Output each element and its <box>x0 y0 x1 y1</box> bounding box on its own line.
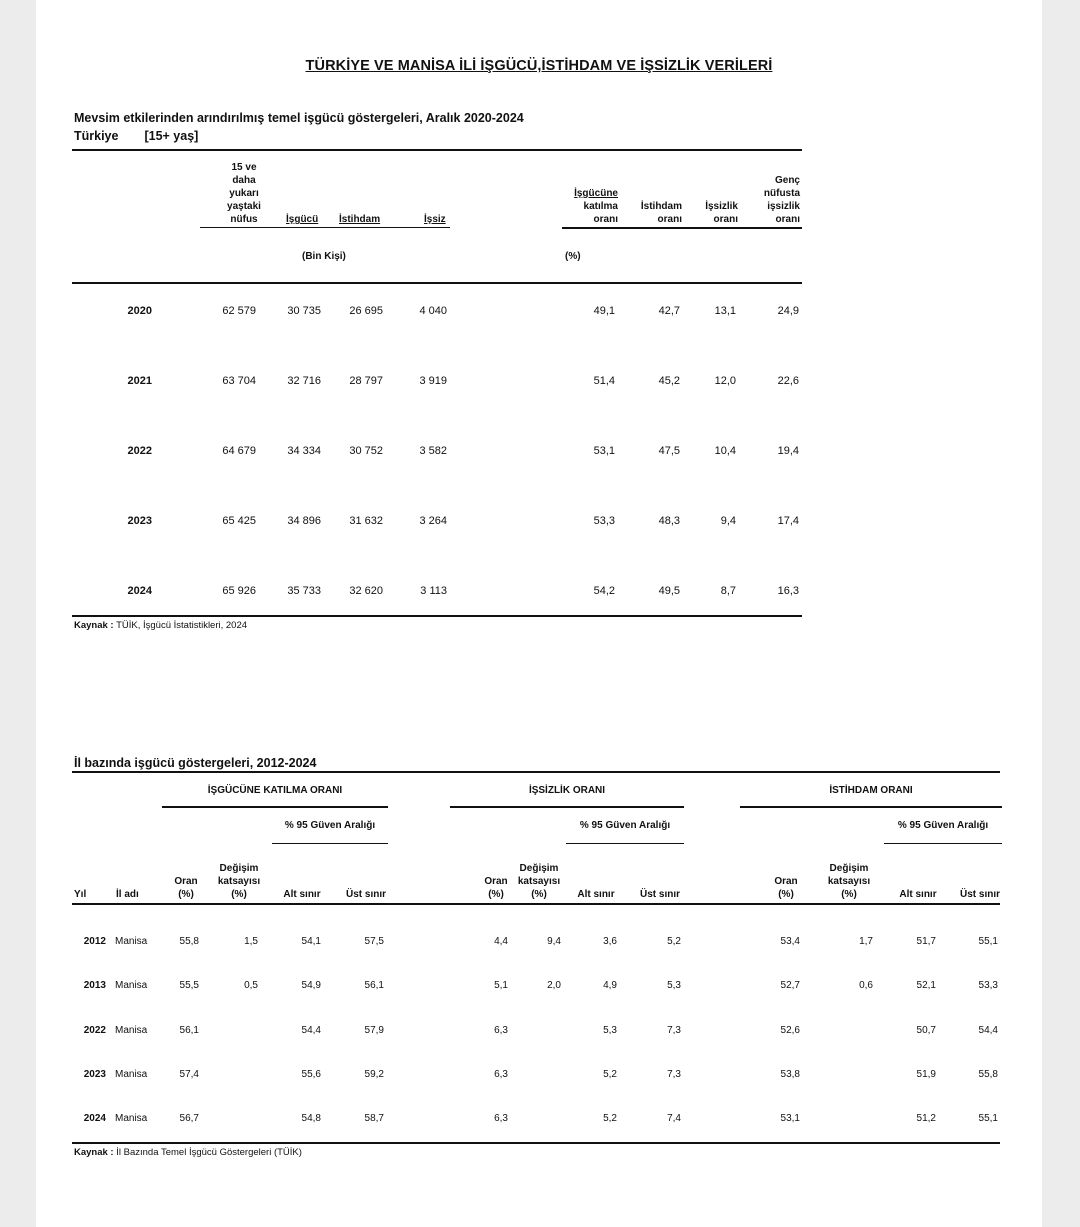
t2-header-city: İl adı <box>116 889 139 900</box>
t1-cell-labor-force: 35 733 <box>287 585 321 597</box>
table1-region: Türkiye <box>74 129 119 143</box>
t2-header-low-1: Alt sınır <box>283 889 321 900</box>
t1-header-population: 15 ve daha yukarı yaştaki nüfus <box>227 162 261 225</box>
t2-ci-label-3: % 95 Güven Aralığı <box>897 820 989 831</box>
document-page <box>36 0 1042 1227</box>
table2-top-rule <box>72 771 1000 773</box>
t2-cell-unemp-cv: 2,0 <box>547 980 561 991</box>
t2-header-low-3: Alt sınır <box>899 889 937 900</box>
t2-cell-emp-low: 51,7 <box>916 936 936 947</box>
t2-cell-city: Manisa <box>115 980 148 991</box>
t2-cell-unemp-cv: 9,4 <box>547 936 561 947</box>
t2-cell-unemp-rate: 5,1 <box>494 980 508 991</box>
t1-cell-employment-rate: 49,5 <box>658 585 680 597</box>
t1-cell-unemployed: 3 113 <box>420 585 447 597</box>
t2-ci-rule-1 <box>272 843 388 844</box>
t2-cell-unemp-low: 5,3 <box>603 1025 617 1036</box>
t1-cell-year: 2021 <box>127 375 152 387</box>
t2-ci-label-2: % 95 Güven Aralığı <box>579 820 671 831</box>
t1-cell-year: 2020 <box>127 305 152 317</box>
t2-header-year: Yıl <box>74 889 87 900</box>
table1-age: [15+ yaş] <box>144 129 199 143</box>
t1-cell-youth-unemployment-rate: 24,9 <box>777 305 799 317</box>
t2-cell-emp-rate: 52,7 <box>780 980 800 991</box>
t1-header-employment: İstihdam <box>339 214 381 225</box>
t2-header-rate-1: Oran (%) <box>174 876 198 900</box>
t1-unit-percent: (%) <box>565 251 581 262</box>
t2-cell-emp-low: 51,2 <box>916 1113 936 1124</box>
t2-cell-emp-low: 50,7 <box>916 1025 936 1036</box>
t2-cell-lfpr-low: 54,1 <box>301 936 321 947</box>
t2-cell-unemp-high: 5,3 <box>667 980 681 991</box>
t2-cell-unemp-high: 7,3 <box>667 1069 681 1080</box>
t2-group-rule-1 <box>162 806 388 808</box>
t1-cell-population: 65 425 <box>222 515 256 527</box>
t1-cell-participation-rate: 53,1 <box>593 445 615 457</box>
t2-cell-year: 2022 <box>83 1025 106 1036</box>
t2-header-cv-3: Değişim katsayısı (%) <box>827 863 871 900</box>
t1-header-unemployed: İşsiz <box>424 214 446 225</box>
t2-cell-emp-low: 52,1 <box>916 980 936 991</box>
t1-cell-population: 64 679 <box>222 445 256 457</box>
t1-cell-labor-force: 30 735 <box>287 305 321 317</box>
t2-cell-unemp-low: 4,9 <box>603 980 617 991</box>
t1-header-unemployment-rate: İşsizlik oranı <box>705 201 738 225</box>
t2-group-rule-3 <box>740 806 1002 808</box>
t2-cell-unemp-rate: 6,3 <box>494 1113 508 1124</box>
t1-cell-population: 63 704 <box>222 375 256 387</box>
t2-cell-year: 2012 <box>83 936 106 947</box>
t2-cell-emp-high: 55,1 <box>978 936 998 947</box>
t1-cell-employment-rate: 48,3 <box>658 515 680 527</box>
table2-source: Kaynak : İl Bazında Temel İşgücü Göstergeleri (TÜİK) <box>74 1147 302 1158</box>
t1-cell-labor-force: 32 716 <box>287 375 321 387</box>
t2-cell-year: 2024 <box>83 1113 106 1124</box>
t2-header-rate-2: Oran (%) <box>484 876 508 900</box>
t1-header-rule-left <box>200 227 450 228</box>
t2-cell-unemp-rate: 4,4 <box>494 936 508 947</box>
document-title: TÜRKİYE VE MANİSA İLİ İŞGÜCÜ,İSTİHDAM VE İŞSİZLİK VERİLERİ <box>305 58 773 74</box>
t1-cell-employment: 32 620 <box>349 585 383 597</box>
t1-cell-unemployment-rate: 13,1 <box>714 305 736 317</box>
t2-group-employment: İSTİHDAM ORANI <box>829 785 913 796</box>
t1-cell-participation-rate: 54,2 <box>593 585 615 597</box>
t1-cell-employment-rate: 45,2 <box>658 375 680 387</box>
t2-cell-lfpr-low: 54,4 <box>301 1025 321 1036</box>
t1-cell-unemployment-rate: 8,7 <box>720 585 736 597</box>
t1-cell-employment-rate: 47,5 <box>658 445 680 457</box>
t2-cell-lfpr-high: 57,5 <box>364 936 384 947</box>
t2-cell-emp-rate: 52,6 <box>780 1025 800 1036</box>
t1-cell-participation-rate: 53,3 <box>593 515 615 527</box>
t2-cell-lfpr-cv: 1,5 <box>244 936 258 947</box>
t2-cell-lfpr-high: 58,7 <box>364 1113 384 1124</box>
t1-cell-unemployed: 3 582 <box>419 445 447 457</box>
t2-cell-lfpr-rate: 57,4 <box>179 1069 199 1080</box>
t2-cell-emp-rate: 53,4 <box>780 936 800 947</box>
t1-cell-population: 62 579 <box>222 305 256 317</box>
t1-cell-unemployment-rate: 12,0 <box>714 375 736 387</box>
t1-cell-unemployment-rate: 10,4 <box>714 445 736 457</box>
t2-header-rate-3: Oran (%) <box>774 876 798 900</box>
t2-header-high-1: Üst sınır <box>345 889 386 900</box>
t1-cell-year: 2022 <box>127 445 152 457</box>
t1-header-participation: İşgücüne katılma oranı <box>574 188 618 225</box>
t2-cell-year: 2023 <box>83 1069 106 1080</box>
t2-cell-unemp-high: 7,3 <box>667 1025 681 1036</box>
t2-group-unemployment: İŞSİZLİK ORANI <box>528 785 606 796</box>
t2-cell-unemp-low: 5,2 <box>603 1069 617 1080</box>
t2-cell-lfpr-high: 57,9 <box>364 1025 384 1036</box>
t2-cell-emp-cv: 0,6 <box>859 980 873 991</box>
t2-cell-city: Manisa <box>115 936 148 947</box>
t2-cell-emp-high: 53,3 <box>978 980 998 991</box>
t2-header-high-2: Üst sınır <box>639 889 680 900</box>
t1-unit-thousand: (Bin Kişi) <box>302 251 346 262</box>
t2-group-rule-2 <box>450 806 684 808</box>
t2-cell-emp-high: 55,1 <box>978 1113 998 1124</box>
table1-title: Mevsim etkilerinden arındırılmış temel işgücü göstergeleri, Aralık 2020-2024 <box>74 111 524 125</box>
t1-cell-youth-unemployment-rate: 22,6 <box>777 375 799 387</box>
t1-cell-employment-rate: 42,7 <box>658 305 680 317</box>
t2-ci-label-1: % 95 Güven Aralığı <box>284 820 376 831</box>
t2-cell-lfpr-rate: 56,1 <box>179 1025 199 1036</box>
t1-cell-unemployed: 3 264 <box>419 515 447 527</box>
t2-cell-lfpr-cv: 0,5 <box>244 980 258 991</box>
t2-ci-rule-3 <box>884 843 1002 844</box>
t2-cell-lfpr-low: 54,9 <box>301 980 321 991</box>
t2-ci-rule-2 <box>566 843 684 844</box>
t2-cell-city: Manisa <box>115 1069 148 1080</box>
t2-header-high-3: Üst sınır <box>959 889 1000 900</box>
t2-header-cv-2: Değişim katsayısı (%) <box>517 863 561 900</box>
t1-cell-employment: 26 695 <box>349 305 383 317</box>
t2-cell-unemp-high: 7,4 <box>667 1113 681 1124</box>
t1-cell-unemployment-rate: 9,4 <box>720 515 736 527</box>
t1-cell-employment: 31 632 <box>349 515 383 527</box>
table1-top-rule <box>72 149 802 151</box>
t2-cell-emp-cv: 1,7 <box>859 936 873 947</box>
t2-header-cv-1: Değişim katsayısı (%) <box>217 863 261 900</box>
t1-bottom-rule <box>72 615 802 617</box>
t1-cell-youth-unemployment-rate: 19,4 <box>777 445 799 457</box>
t2-cell-lfpr-rate: 56,7 <box>179 1113 199 1124</box>
t1-header-youth-unemployment: Genç nüfusta işsizlik oranı <box>763 175 800 225</box>
t1-cell-employment: 30 752 <box>349 445 383 457</box>
t1-cell-year: 2024 <box>127 585 152 597</box>
t1-header-rule-right <box>562 227 802 229</box>
table1-subtitle <box>74 129 224 143</box>
t2-cell-unemp-high: 5,2 <box>667 936 681 947</box>
t2-group-participation: İŞGÜCÜNE KATILMA ORANI <box>207 785 343 796</box>
t2-cell-emp-high: 55,8 <box>978 1069 998 1080</box>
t1-cell-youth-unemployment-rate: 17,4 <box>777 515 799 527</box>
table2-title: İl bazında işgücü göstergeleri, 2012-2024 <box>74 756 317 770</box>
t2-cell-lfpr-low: 55,6 <box>301 1069 321 1080</box>
t1-cell-labor-force: 34 334 <box>287 445 321 457</box>
t2-cell-emp-high: 54,4 <box>978 1025 998 1036</box>
t2-cell-lfpr-rate: 55,5 <box>179 980 199 991</box>
t2-header-low-2: Alt sınır <box>577 889 615 900</box>
t2-cell-unemp-rate: 6,3 <box>494 1069 508 1080</box>
t1-cell-unemployed: 4 040 <box>419 305 447 317</box>
t1-cell-employment: 28 797 <box>349 375 383 387</box>
t2-header-bottom-rule <box>72 903 1000 905</box>
t2-cell-year: 2013 <box>83 980 106 991</box>
t1-cell-participation-rate: 49,1 <box>593 305 615 317</box>
t1-body-top-rule <box>72 282 802 284</box>
t2-cell-unemp-rate: 6,3 <box>494 1025 508 1036</box>
t1-cell-unemployed: 3 919 <box>419 375 447 387</box>
t1-cell-participation-rate: 51,4 <box>593 375 615 387</box>
t2-cell-lfpr-high: 59,2 <box>364 1069 384 1080</box>
t2-bottom-rule <box>72 1142 1000 1144</box>
t2-cell-lfpr-rate: 55,8 <box>179 936 199 947</box>
t2-cell-unemp-low: 3,6 <box>603 936 617 947</box>
t1-header-employment-rate: İstihdam oranı <box>640 201 682 225</box>
t1-header-labor-force: İşgücü <box>286 214 319 225</box>
t2-cell-lfpr-high: 56,1 <box>364 980 384 991</box>
t1-cell-population: 65 926 <box>222 585 256 597</box>
t1-cell-year: 2023 <box>127 515 152 527</box>
t2-cell-city: Manisa <box>115 1025 148 1036</box>
t2-cell-emp-rate: 53,1 <box>780 1113 800 1124</box>
table1-source: Kaynak : TÜİK, İşgücü İstatistikleri, 2024 <box>74 620 248 631</box>
t2-cell-city: Manisa <box>115 1113 148 1124</box>
t2-cell-emp-rate: 53,8 <box>780 1069 800 1080</box>
t1-cell-youth-unemployment-rate: 16,3 <box>777 585 799 597</box>
t2-cell-lfpr-low: 54,8 <box>301 1113 321 1124</box>
t1-cell-labor-force: 34 896 <box>287 515 321 527</box>
t2-cell-emp-low: 51,9 <box>916 1069 936 1080</box>
t2-cell-unemp-low: 5,2 <box>603 1113 617 1124</box>
